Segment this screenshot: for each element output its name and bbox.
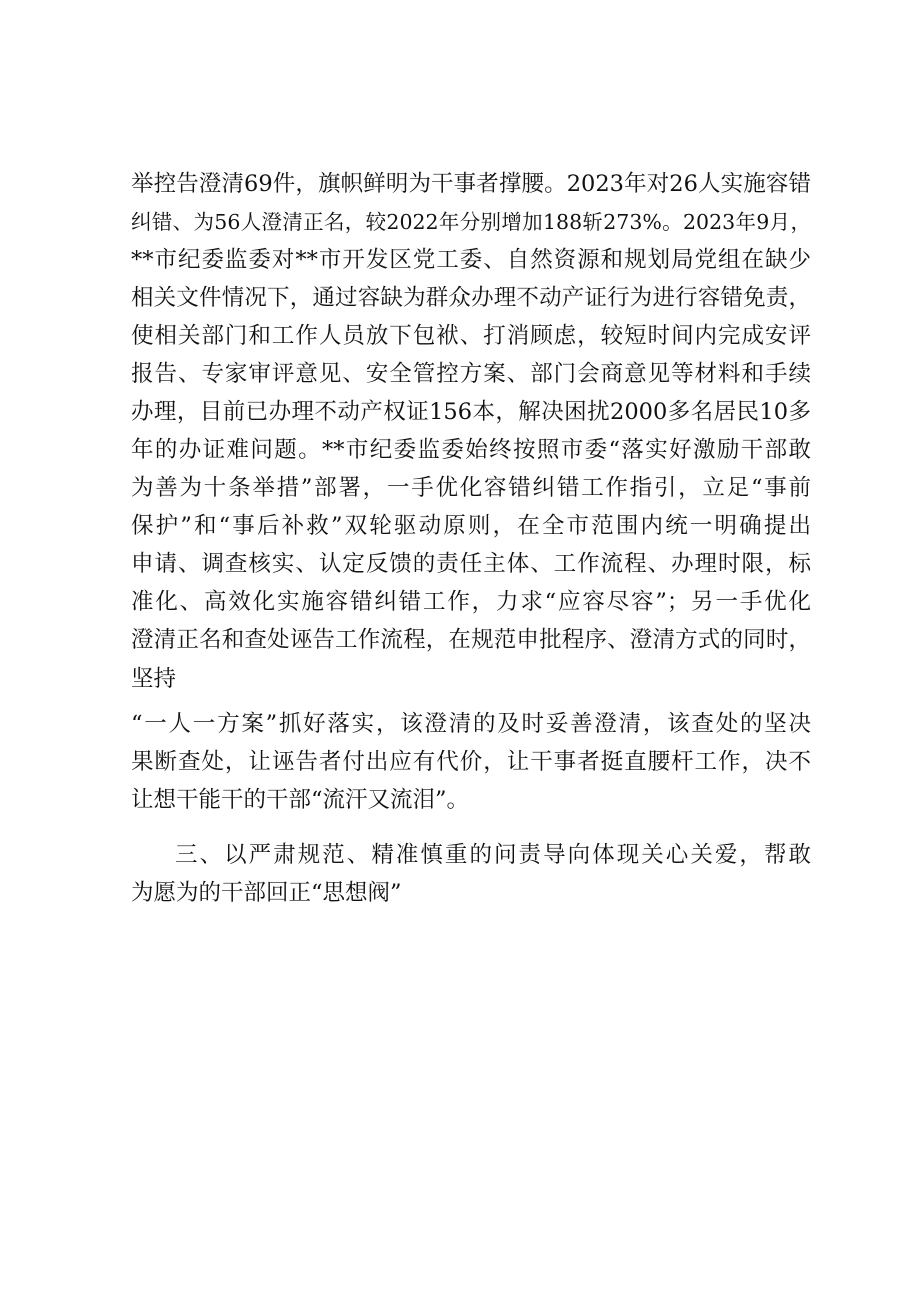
- paragraph-line: 为善为十条举措”部署，一手优化容错纠错工作指引，立足“事前: [131, 475, 811, 501]
- paragraph-line: 使相关部门和工作人员放下包袱、打消顾虑，较短时间内完成安评: [131, 323, 811, 349]
- paragraph-line: **市纪委监委对**市开发区党工委、自然资源和规划局党组在缺少: [131, 247, 811, 273]
- paragraph-line: 纠错、为56人澄清正名，较2022年分别增加188斩273%。2023年9月，: [131, 210, 811, 234]
- paragraph-line: 申请、调查核实、认定反馈的责任主体、工作流程、办理时限，标: [131, 551, 811, 577]
- paragraph-line: 准化、高效化实施容错纠错工作，力求“应容尽容”；另一手优化: [131, 589, 811, 615]
- paragraph-line: 办理，目前已办理不动产权证156本，解决困扰2000多名居民10多: [131, 399, 811, 425]
- section-heading-line: 三、以严肃规范、精准慎重的问责导向体现关心关爱，帮敢: [175, 842, 811, 868]
- section-heading-line: 为愿为的干部回正“思想阀”: [131, 880, 402, 906]
- paragraph-line: “一人一方案”抓好落实，该澄清的及时妥善澄清，该查处的坚决: [131, 711, 811, 737]
- paragraph-line: 年的办证难问题。**市纪委监委始终按照市委“落实好激励干部敢: [131, 437, 811, 463]
- paragraph-line: 让想干能干的干部“流汗又流泪”。: [131, 787, 470, 813]
- paragraph-line: 果断查处，让诬告者付出应有代价，让干事者挺直腰杆工作，决不: [131, 749, 811, 775]
- paragraph-line: 举控告澄清69件，旗帜鲜明为干事者撑腰。2023年对26人实施容错: [131, 171, 811, 197]
- paragraph-line: 报告、专家审评意见、安全管控方案、部门会商意见等材料和手续: [131, 361, 811, 387]
- paragraph-line: 澄清正名和查处诬告工作流程，在规范申批程序、澄清方式的同时，: [131, 627, 811, 653]
- paragraph-line: 坚持: [131, 666, 177, 692]
- paragraph-line: 相关文件情况下，通过容缺为群众办理不动产证行为进行容错免责，: [131, 285, 811, 311]
- paragraph-line: 保护”和“事后补救”双轮驱动原则，在全市范围内统一明确提出: [131, 513, 811, 539]
